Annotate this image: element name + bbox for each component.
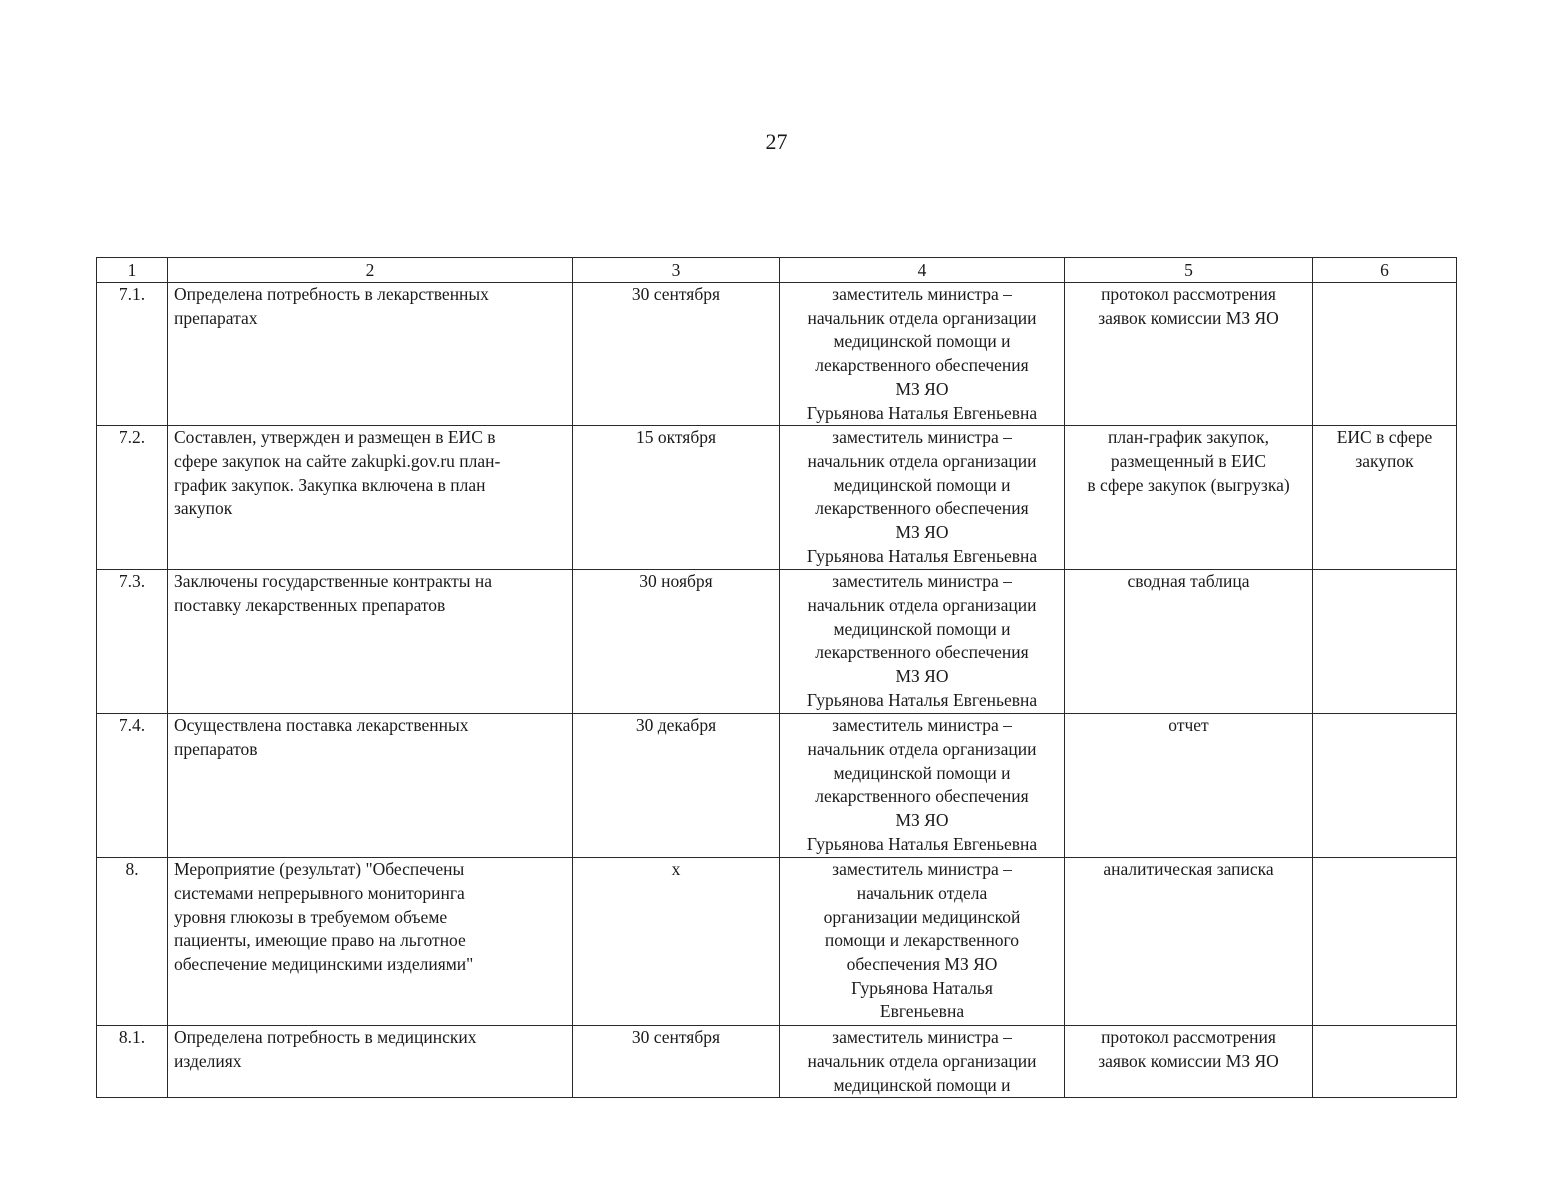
column-header-2: 2 [168, 258, 573, 283]
row-document: аналитическая записка [1065, 858, 1313, 1026]
row-deadline: 30 ноября [573, 570, 780, 714]
column-header-1: 1 [97, 258, 168, 283]
row-number: 7.4. [97, 714, 168, 858]
row-description: Мероприятие (результат) "Обеспечены системами непрерывного мониторинга уровня глюкозы в требуемом объеме пациенты, имеющие право на льготное обеспечение медицинскими изделиями" [168, 858, 573, 1026]
row-responsible: заместитель министра – начальник отдела организации медицинской помощи и лекарственного обеспечения МЗ ЯО Гурьянова Наталья Евгеньевна [780, 426, 1065, 570]
row-description: Определена потребность в лекарственных препаратах [168, 283, 573, 426]
row-number: 7.3. [97, 570, 168, 714]
table-row [97, 283, 1457, 426]
row-responsible: заместитель министра – начальник отдела организации медицинской помощи и лекарственного обеспечения МЗ ЯО Гурьянова Наталья Евгеньевна [780, 714, 1065, 858]
column-header-6: 6 [1313, 258, 1457, 283]
row-number: 7.2. [97, 426, 168, 570]
table-row [97, 858, 1457, 1026]
row-responsible: заместитель министра – начальник отдела организации медицинской помощи и лекарственного обеспечения МЗ ЯО Гурьянова Наталья Евгеньевна [780, 570, 1065, 714]
row-system [1313, 714, 1457, 858]
row-system [1313, 570, 1457, 714]
header-row [97, 258, 1457, 283]
row-responsible: заместитель министра – начальник отдела организации медицинской помощи и лекарственного обеспечения МЗ ЯО Гурьянова Наталья Евгеньевна [780, 858, 1065, 1026]
plan-table [96, 257, 1457, 1098]
row-description: Заключены государственные контракты на поставку лекарственных препаратов [168, 570, 573, 714]
row-description: Осуществлена поставка лекарственных препаратов [168, 714, 573, 858]
column-header-3: 3 [573, 258, 780, 283]
table-row [97, 570, 1457, 714]
table-body [97, 283, 1457, 1098]
row-system: ЕИС в сфере закупок [1313, 426, 1457, 570]
page-number: 27 [765, 129, 788, 154]
row-document: план-график закупок, размещенный в ЕИС в сфере закупок (выгрузка) [1065, 426, 1313, 570]
row-description: Определена потребность в медицинских изделиях [168, 1026, 573, 1098]
row-deadline: 30 декабря [573, 714, 780, 858]
row-system [1313, 283, 1457, 426]
row-deadline: 30 сентября [573, 283, 780, 426]
column-header-5: 5 [1065, 258, 1313, 283]
column-header-4: 4 [780, 258, 1065, 283]
table-row [97, 714, 1457, 858]
row-system [1313, 1026, 1457, 1098]
row-system [1313, 858, 1457, 1026]
row-number: 7.1. [97, 283, 168, 426]
row-description: Составлен, утвержден и размещен в ЕИС в сфере закупок на сайте zakupki.gov.ru план- график закупок. Закупка включена в план закупок [168, 426, 573, 570]
row-document: сводная таблица [1065, 570, 1313, 714]
row-document: протокол рассмотрения заявок комиссии МЗ ЯО [1065, 283, 1313, 426]
row-number: 8.1. [97, 1026, 168, 1098]
row-number: 8. [97, 858, 168, 1026]
table-row [97, 1026, 1457, 1098]
row-deadline: 30 сентября [573, 1026, 780, 1098]
row-deadline: х [573, 858, 780, 1026]
row-document: отчет [1065, 714, 1313, 858]
table-header [97, 258, 1457, 283]
row-document: протокол рассмотрения заявок комиссии МЗ ЯО [1065, 1026, 1313, 1098]
row-responsible: заместитель министра – начальник отдела организации медицинской помощи и лекарственного обеспечения МЗ ЯО Гурьянова Наталья Евгеньевна [780, 283, 1065, 426]
row-responsible: заместитель министра – начальник отдела организации медицинской помощи и [780, 1026, 1065, 1098]
table-row [97, 426, 1457, 570]
row-deadline: 15 октября [573, 426, 780, 570]
